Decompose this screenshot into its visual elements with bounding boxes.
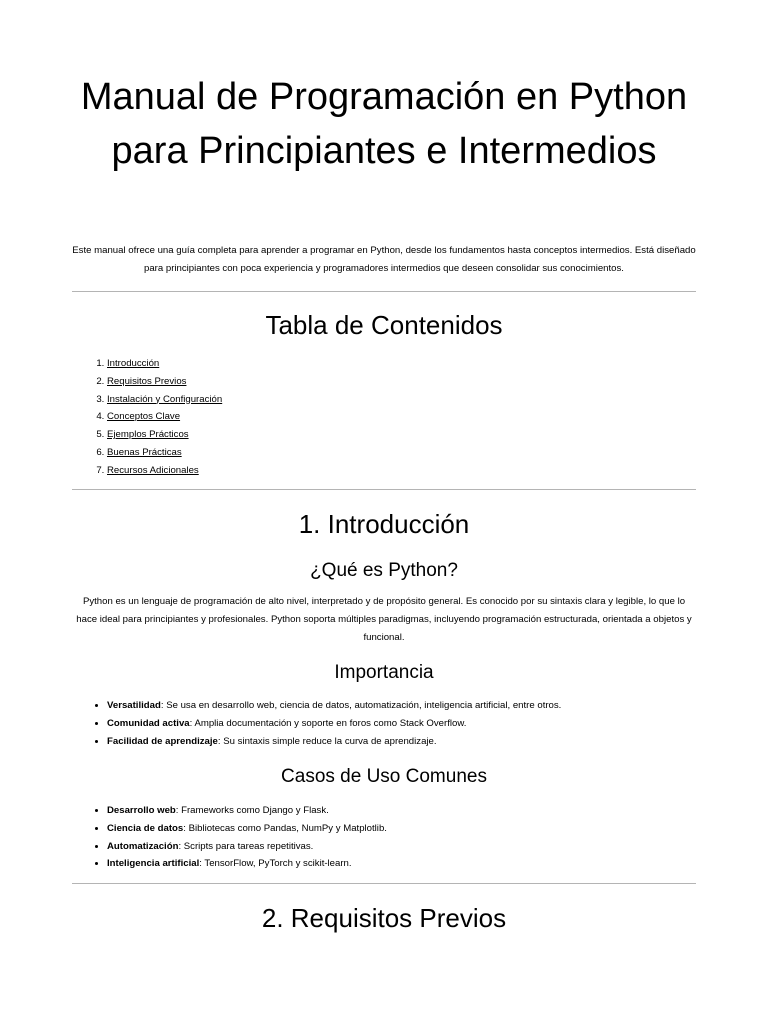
list-item (107, 855, 387, 873)
toc-link-introduccion[interactable]: Introducción (107, 358, 160, 369)
list-item (107, 802, 387, 820)
list-item-text: : Scripts para tareas repetitivas. (178, 840, 314, 852)
toc-item (107, 444, 222, 462)
toc-link-ejemplos-practicos[interactable]: Ejemplos Prácticos (107, 429, 189, 441)
list-item-term: Comunidad activa (107, 717, 190, 729)
section-heading-introduccion: 1. Introducción (298, 509, 470, 539)
subheading-que-es-python: ¿Qué es Python? (310, 560, 458, 581)
document-title: Manual de Programación en Python para Principiantes e Intermedios (80, 76, 688, 172)
list-item-term: Facilidad de aprendizaje (107, 735, 218, 747)
subheading-importancia: Importancia (334, 662, 434, 683)
toc-item (107, 391, 222, 409)
divider (72, 291, 696, 292)
list-item-text: : TensorFlow, PyTorch y scikit-learn. (199, 858, 352, 870)
divider (72, 883, 696, 884)
toc-link-requisitos-previos[interactable]: Requisitos Previos (107, 375, 187, 387)
list-item-text: : Bibliotecas como Pandas, NumPy y Matplotlib. (183, 822, 387, 834)
list-item-term: Ciencia de datos (107, 822, 184, 834)
toc-item (107, 426, 222, 444)
toc-list (72, 355, 222, 480)
toc-item (107, 462, 222, 480)
list-item-term: Desarrollo web (107, 805, 176, 816)
toc-link-recursos-adicionales[interactable]: Recursos Adicionales (107, 464, 199, 476)
usecases-list (72, 802, 387, 873)
list-item (107, 697, 561, 715)
list-item (107, 733, 561, 751)
toc-item (107, 355, 222, 373)
list-item (107, 820, 387, 838)
toc-link-conceptos-clave[interactable]: Conceptos Clave (107, 411, 181, 423)
list-item-text: : Su sintaxis simple reduce la curva de aprendizaje. (217, 735, 437, 747)
toc-link-buenas-practicas[interactable]: Buenas Prácticas (107, 446, 182, 458)
importance-list (72, 697, 561, 750)
list-item (107, 715, 561, 733)
section-heading-requisitos-previos: 2. Requisitos Previos (261, 903, 507, 933)
list-item-term: Versatilidad (107, 700, 161, 711)
divider (72, 489, 696, 490)
list-item-term: Inteligencia artificial (107, 858, 200, 870)
list-item (107, 838, 387, 856)
list-item-text: : Frameworks como Django y Flask. (175, 805, 329, 816)
subheading-casos-de-uso: Casos de Uso Comunes (281, 766, 487, 787)
toc-item (107, 408, 222, 426)
list-item-text: : Se usa en desarrollo web, ciencia de datos, automatización, inteligencia artificial, entre otros. (160, 700, 562, 711)
list-item-text: : Amplia documentación y soporte en foros como Stack Overflow. (189, 717, 467, 729)
toc-heading: Tabla de Contenidos (265, 310, 503, 340)
intro-paragraph: Este manual ofrece una guía completa para aprender a programar en Python, desde los fundamentos hasta conceptos intermedios. Está diseñado para principiantes con poca experiencia y programadores intermedios que deseen consolidar sus conocimientos. (72, 245, 696, 274)
list-item-term: Automatización (107, 840, 179, 852)
toc-item (107, 373, 222, 391)
what-is-python-paragraph: Python es un lenguaje de programación de alto nivel, interpretado y de propósito general. Es conocido por su sintaxis clara y legible, lo que lo hace ideal para principiantes y profesionales. Python soporta múltiples paradigmas, incluyendo programación estructurada, orientada a objetos y funcional. (76, 596, 692, 643)
toc-link-instalacion[interactable]: Instalación y Configuración (107, 393, 223, 405)
